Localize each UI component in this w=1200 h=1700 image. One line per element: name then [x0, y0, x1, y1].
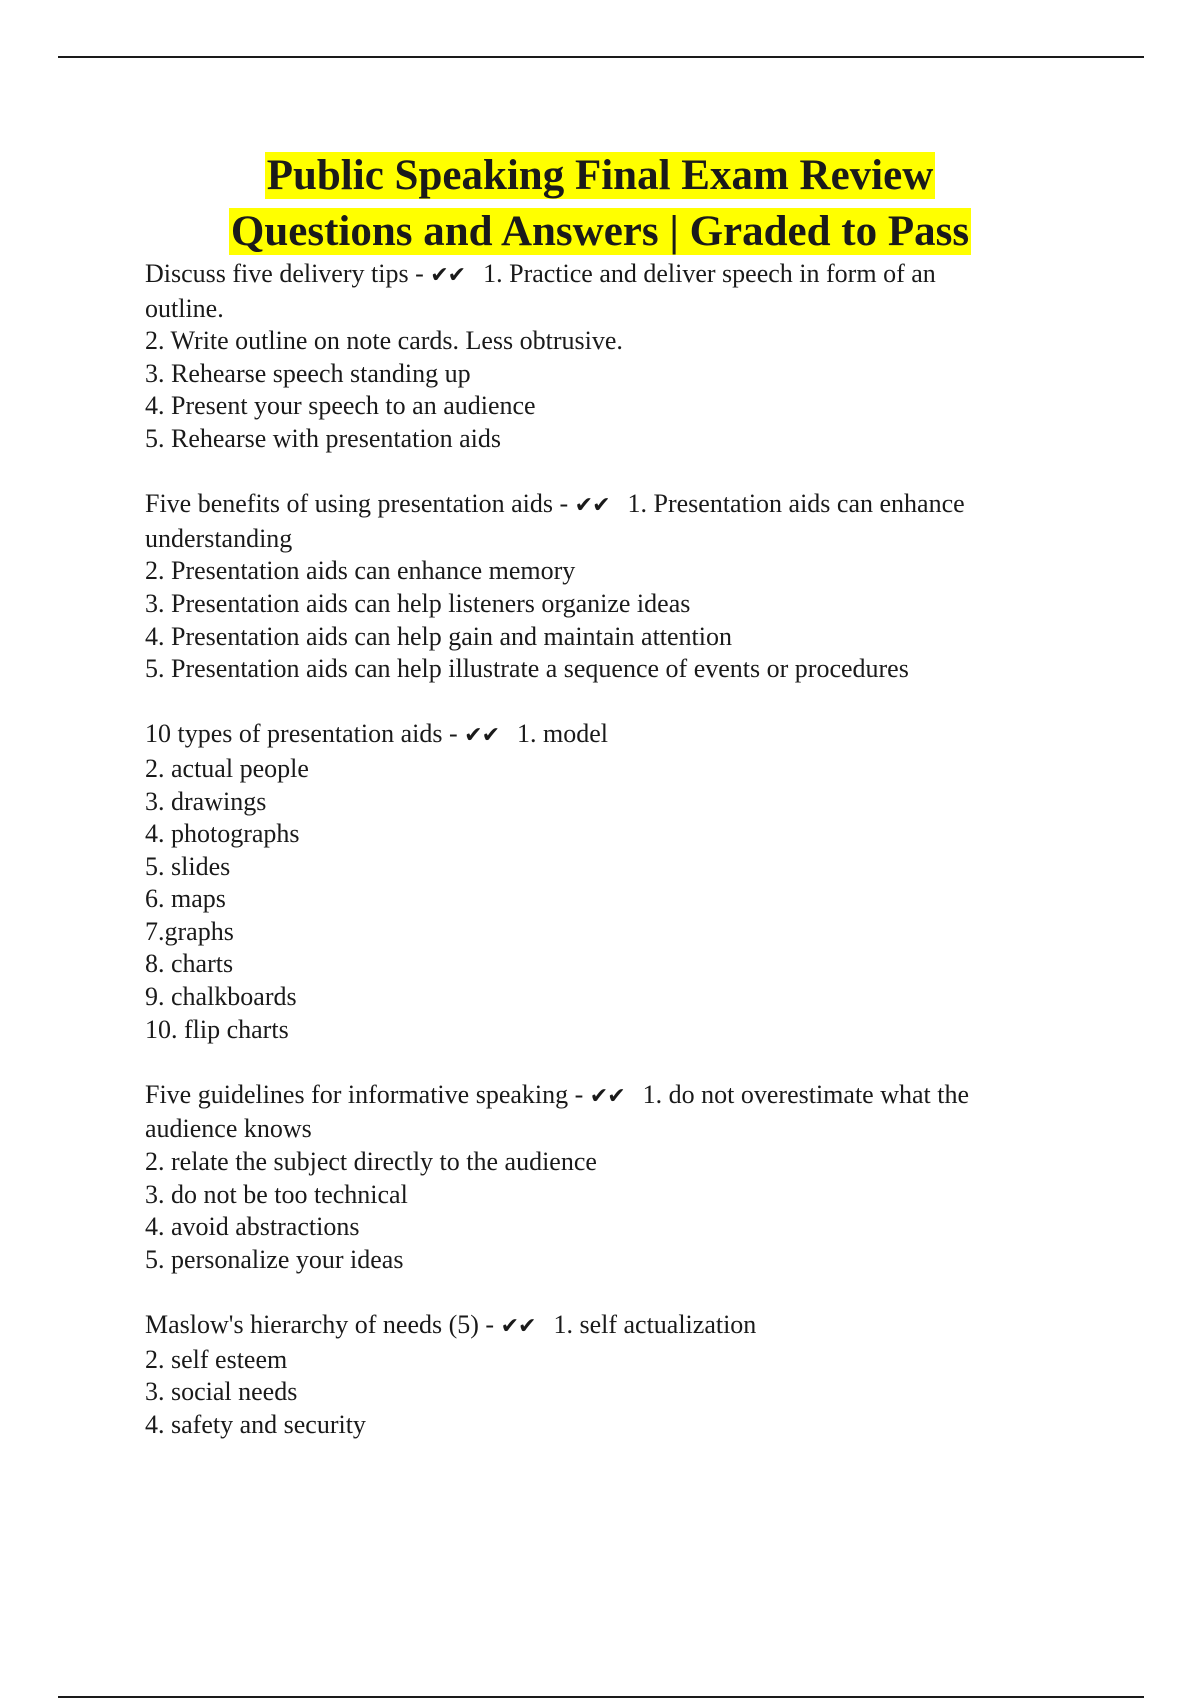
- answer-item: 8. charts: [145, 949, 234, 979]
- answer-lead: 1. model: [517, 719, 609, 749]
- answer-item: 2. Write outline on note cards. Less obtrusive.: [145, 326, 623, 356]
- qa-first-line: [145, 1079, 1075, 1114]
- answer-item: 4. Presentation aids can help gain and maintain attention: [145, 621, 733, 651]
- bottom-rule: [58, 1696, 1144, 1698]
- answer-item: 5. Presentation aids can help illustrate a sequence of events or procedures: [145, 654, 909, 684]
- answer-item: 3. drawings: [145, 786, 267, 816]
- answer-lead: 1. do not overestimate what the: [642, 1079, 970, 1109]
- document-title: [0, 148, 1200, 260]
- qa-first-line: [145, 488, 1075, 523]
- answer-item: 3. do not be too technical: [145, 1179, 408, 1209]
- answer-continuation: outline.: [145, 293, 224, 323]
- answer-item: 2. actual people: [145, 753, 309, 783]
- checkmark-icon: ✔✔: [574, 493, 610, 519]
- qa-list: [145, 258, 1075, 1474]
- title-line-2: Questions and Answers | Graded to Pass: [230, 208, 970, 255]
- answer-item: 3. social needs: [145, 1377, 298, 1407]
- qa-item: [145, 488, 1075, 686]
- answer-item: 2. Presentation aids can enhance memory: [145, 556, 576, 586]
- answer-item: 4. Present your speech to an audience: [145, 391, 536, 421]
- question-text: Maslow's hierarchy of needs (5) -: [145, 1310, 495, 1339]
- top-rule: [58, 56, 1144, 58]
- qa-item: [145, 258, 1075, 456]
- question-text: Discuss five delivery tips -: [145, 259, 424, 288]
- answer-continuation: audience knows: [145, 1114, 312, 1144]
- checkmark-icon: ✔✔: [430, 263, 466, 288]
- answer-item: 2. self esteem: [145, 1344, 288, 1374]
- checkmark-icon: ✔✔: [464, 723, 500, 749]
- answer-item: 9. chalkboards: [145, 982, 297, 1012]
- answer-item: 5. Rehearse with presentation aids: [145, 423, 501, 453]
- qa-item: [145, 718, 1075, 1046]
- answer-item: 7.graphs: [145, 916, 234, 946]
- qa-item: [145, 1309, 1075, 1441]
- answer-item: 4. safety and security: [145, 1409, 366, 1439]
- checkmark-icon: ✔✔: [589, 1083, 625, 1109]
- qa-item: [145, 1079, 1075, 1277]
- question-text: 10 types of presentation aids -: [145, 719, 458, 749]
- answer-item: 10. flip charts: [145, 1014, 289, 1044]
- answer-item: 6. maps: [145, 884, 226, 914]
- answer-item: 3. Rehearse speech standing up: [145, 358, 471, 388]
- answer-item: 2. relate the subject directly to the audience: [145, 1147, 597, 1177]
- answer-lead: 1. Presentation aids can enhance: [627, 489, 965, 519]
- answer-continuation: understanding: [145, 523, 293, 553]
- qa-first-line: [145, 1309, 1075, 1344]
- answer-item: 4. photographs: [145, 819, 300, 849]
- title-line-1: Public Speaking Final Exam Review: [266, 152, 934, 199]
- question-text: Five benefits of using presentation aids -: [145, 489, 569, 519]
- answer-lead: 1. Practice and deliver speech in form of an: [483, 259, 936, 288]
- question-text: Five guidelines for informative speaking -: [145, 1079, 584, 1109]
- answer-item: 3. Presentation aids can help listeners organize ideas: [145, 588, 691, 618]
- qa-first-line: [145, 258, 1075, 293]
- answer-item: 5. personalize your ideas: [145, 1244, 404, 1274]
- qa-first-line: [145, 718, 1075, 753]
- answer-lead: 1. self actualization: [553, 1310, 757, 1339]
- checkmark-icon: ✔✔: [500, 1314, 536, 1339]
- answer-item: 5. slides: [145, 851, 231, 881]
- answer-item: 4. avoid abstractions: [145, 1212, 360, 1242]
